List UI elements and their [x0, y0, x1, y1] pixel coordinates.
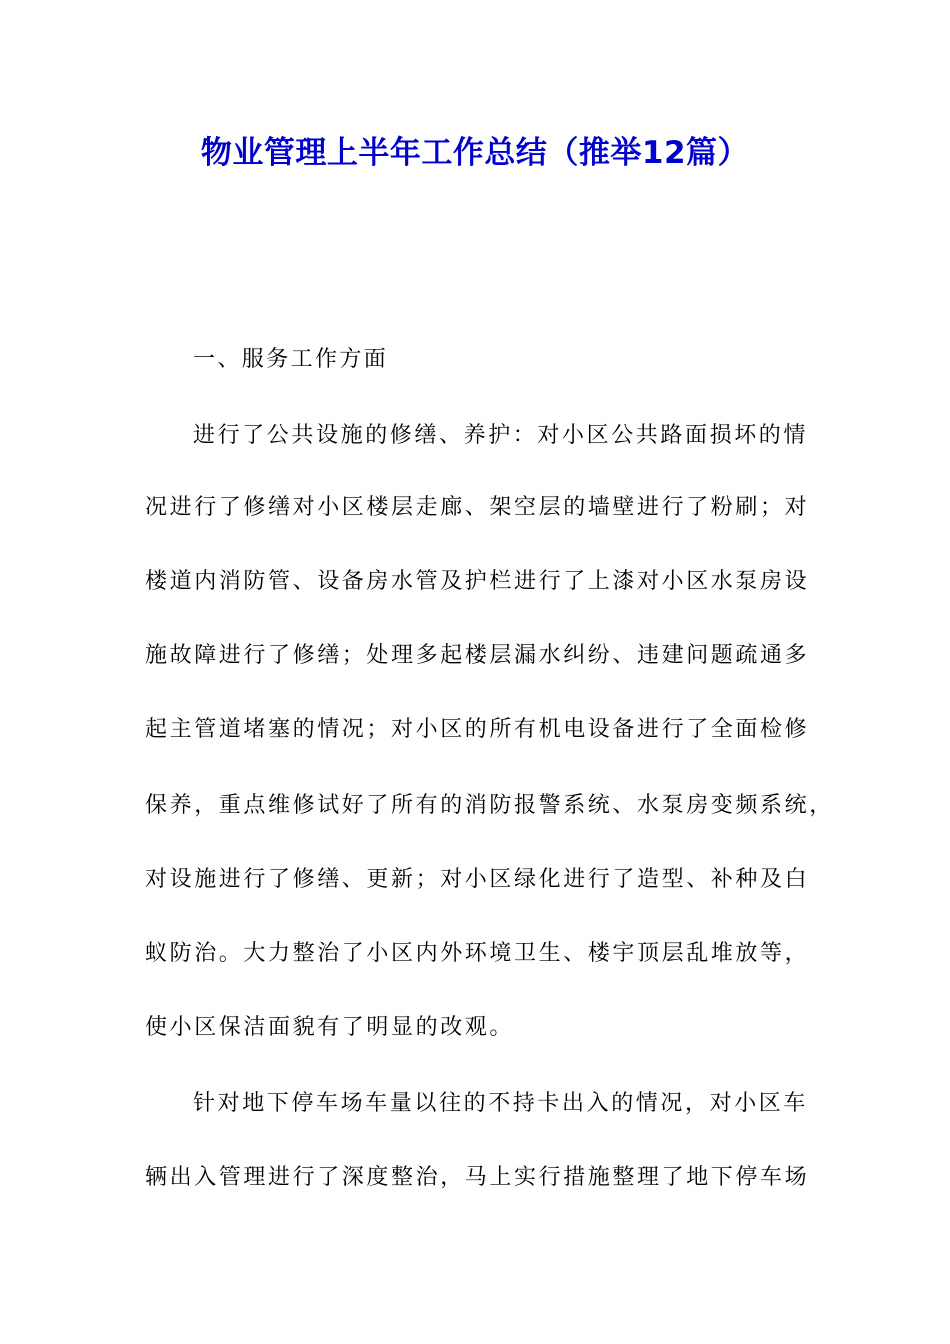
paragraph-line: 辆出入管理进行了深度整治，马上实行措施整理了地下停车场: [145, 1165, 810, 1190]
paragraph-line: 对设施进行了修缮、更新；对小区绿化进行了造型、补种及白: [145, 867, 810, 892]
paragraph-line: 使小区保洁面貌有了明显的改观。: [145, 1015, 515, 1040]
paragraph-line: 针对地下停车场车量以往的不持卡出入的情况，对小区车: [193, 1091, 809, 1116]
paragraph-line: 进行了公共设施的修缮、养护：对小区公共路面损坏的情: [193, 423, 809, 448]
paragraph-line: 况进行了修缮对小区楼层走廊、架空层的墙壁进行了粉刷；对: [145, 495, 810, 520]
paragraph-line: 施故障进行了修缮；处理多起楼层漏水纠纷、违建问题疏通多: [145, 643, 810, 668]
document-title: 物业管理上半年工作总结（推举12篇）: [200, 135, 750, 171]
paragraph-line: 起主管道堵塞的情况；对小区的所有机电设备进行了全面检修: [145, 717, 810, 742]
section-heading: 一、服务工作方面: [193, 347, 389, 372]
paragraph-line: 蚁防治。大力整治了小区内外环境卫生、楼宇顶层乱堆放等，: [145, 941, 810, 966]
paragraph-line: 楼道内消防管、设备房水管及护栏进行了上漆对小区水泵房设: [145, 569, 810, 594]
paragraph-line: 保养，重点维修试好了所有的消防报警系统、水泵房变频系统，: [145, 793, 834, 818]
